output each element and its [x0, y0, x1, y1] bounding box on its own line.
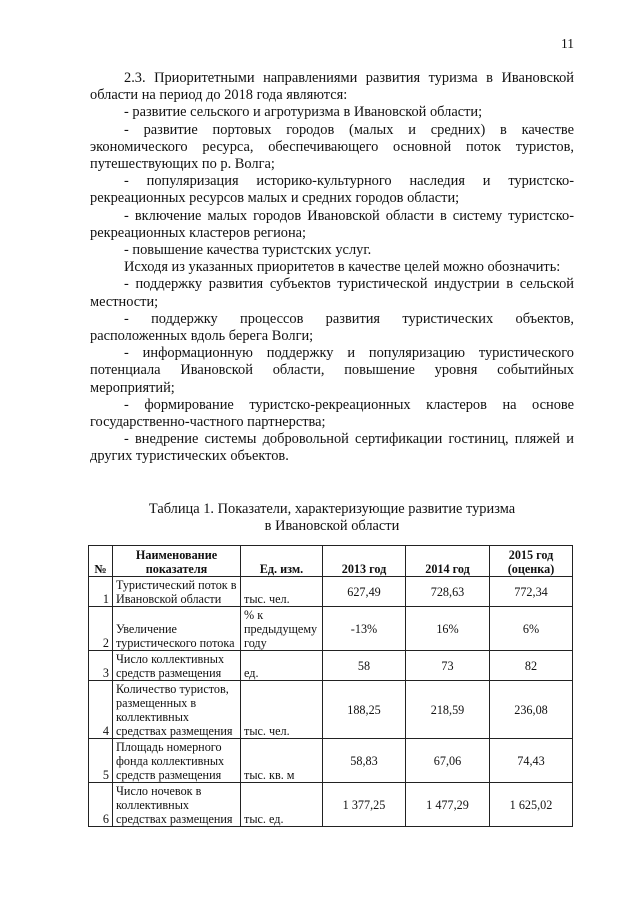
header-num: №: [89, 546, 113, 577]
table-row: [89, 607, 573, 651]
row-value-2013: 188,25: [323, 681, 406, 739]
row-num: 1: [89, 577, 113, 607]
row-value-2015: 236,08: [490, 681, 573, 739]
table-caption-line: в Ивановской области: [264, 518, 400, 535]
header-2015: 2015 год (оценка): [490, 546, 573, 577]
paragraph-rural-support: - поддержку развития субъектов туристической индустрии в сельской местности;: [90, 276, 574, 310]
row-value-2014: 16%: [406, 607, 490, 651]
header-2013: 2013 год: [323, 546, 406, 577]
table-row: [89, 681, 573, 739]
row-value-2013: 1 377,25: [323, 783, 406, 827]
row-unit: % к предыдущему году: [241, 607, 323, 651]
row-num: 5: [89, 739, 113, 783]
paragraph-volga-objects: - поддержку процессов развития туристических объектов, расположенных вдоль берега Волги;: [90, 310, 574, 345]
row-name: Площадь номерного фонда коллективных средств размещения: [113, 739, 241, 783]
indicators-table: [88, 545, 573, 827]
row-value-2015: 82: [490, 651, 573, 681]
row-value-2013: -13%: [323, 607, 406, 651]
row-value-2014: 67,06: [406, 739, 490, 783]
row-name: Увеличение туристического потока: [113, 607, 241, 651]
header-name: Наименование показателя: [113, 546, 241, 577]
body-text: [90, 70, 574, 466]
row-value-2013: 627,49: [323, 577, 406, 607]
row-name: Туристический поток в Ивановской области: [113, 577, 241, 607]
paragraph-port-cities: - развитие портовых городов (малых и средних) в качестве экономического ресурса, обеспечивающего основной поток туристов, путешествующих по р. Волга;: [90, 121, 574, 173]
table-row: [89, 783, 573, 827]
row-num: 6: [89, 783, 113, 827]
table-row: [89, 739, 573, 783]
header-2014: 2014 год: [406, 546, 490, 577]
row-unit: тыс. кв. м: [241, 739, 323, 783]
paragraph-certification: - внедрение системы добровольной сертификации гостиниц, пляжей и других туристических объектов.: [90, 431, 574, 465]
row-value-2014: 1 477,29: [406, 783, 490, 827]
paragraph-goals-intro: Исходя из указанных приоритетов в качестве целей можно обозначить:: [124, 259, 561, 276]
row-value-2013: 58,83: [323, 739, 406, 783]
paragraph-heritage: - популяризация историко-культурного наследия и туристско-рекреационных ресурсов малых и средних городов области;: [90, 173, 574, 207]
row-value-2015: 1 625,02: [490, 783, 573, 827]
row-value-2015: 772,34: [490, 577, 573, 607]
paragraph-clusters: - формирование туристско-рекреационных кластеров на основе государственно-частного партнерства;: [90, 396, 574, 431]
paragraph-small-towns: - включение малых городов Ивановской области в систему туристско-рекреационных кластеров региона;: [90, 207, 574, 241]
row-value-2014: 728,63: [406, 577, 490, 607]
header-unit: Ед. изм.: [241, 546, 323, 577]
row-unit: тыс. чел.: [241, 681, 323, 739]
row-name: Число ночевок в коллективных средствах размещения: [113, 783, 241, 827]
row-name: Количество туристов, размещенных в коллективных средствах размещения: [113, 681, 241, 739]
row-unit: тыс. чел.: [241, 577, 323, 607]
row-value-2015: 74,43: [490, 739, 573, 783]
table-row: [89, 651, 573, 681]
row-name: Число коллективных средств размещения: [113, 651, 241, 681]
paragraph-info-support: - информационную поддержку и популяризацию туристического потенциала Ивановской области, повышение уровня событийных мероприятий;: [90, 345, 574, 396]
paragraph-rural-tourism: - развитие сельского и агротуризма в Ивановской области;: [124, 104, 483, 121]
table-caption: [90, 501, 574, 535]
row-value-2015: 6%: [490, 607, 573, 651]
row-value-2013: 58: [323, 651, 406, 681]
paragraph-priorities-intro: 2.3. Приоритетными направлениями развития туризма в Ивановской области на период до 2018 года являются:: [90, 70, 574, 104]
table-row: [89, 577, 573, 607]
paragraph-service-quality: - повышение качества туристских услуг.: [124, 242, 372, 259]
row-num: 3: [89, 651, 113, 681]
table-caption-line: Таблица 1. Показатели, характеризующие развитие туризма: [148, 501, 516, 517]
row-value-2014: 218,59: [406, 681, 490, 739]
row-unit: ед.: [241, 651, 323, 681]
row-unit: тыс. ед.: [241, 783, 323, 827]
page-number: 11: [561, 36, 574, 51]
row-value-2014: 73: [406, 651, 490, 681]
row-num: 2: [89, 607, 113, 651]
table-header-row: [89, 546, 573, 577]
row-num: 4: [89, 681, 113, 739]
